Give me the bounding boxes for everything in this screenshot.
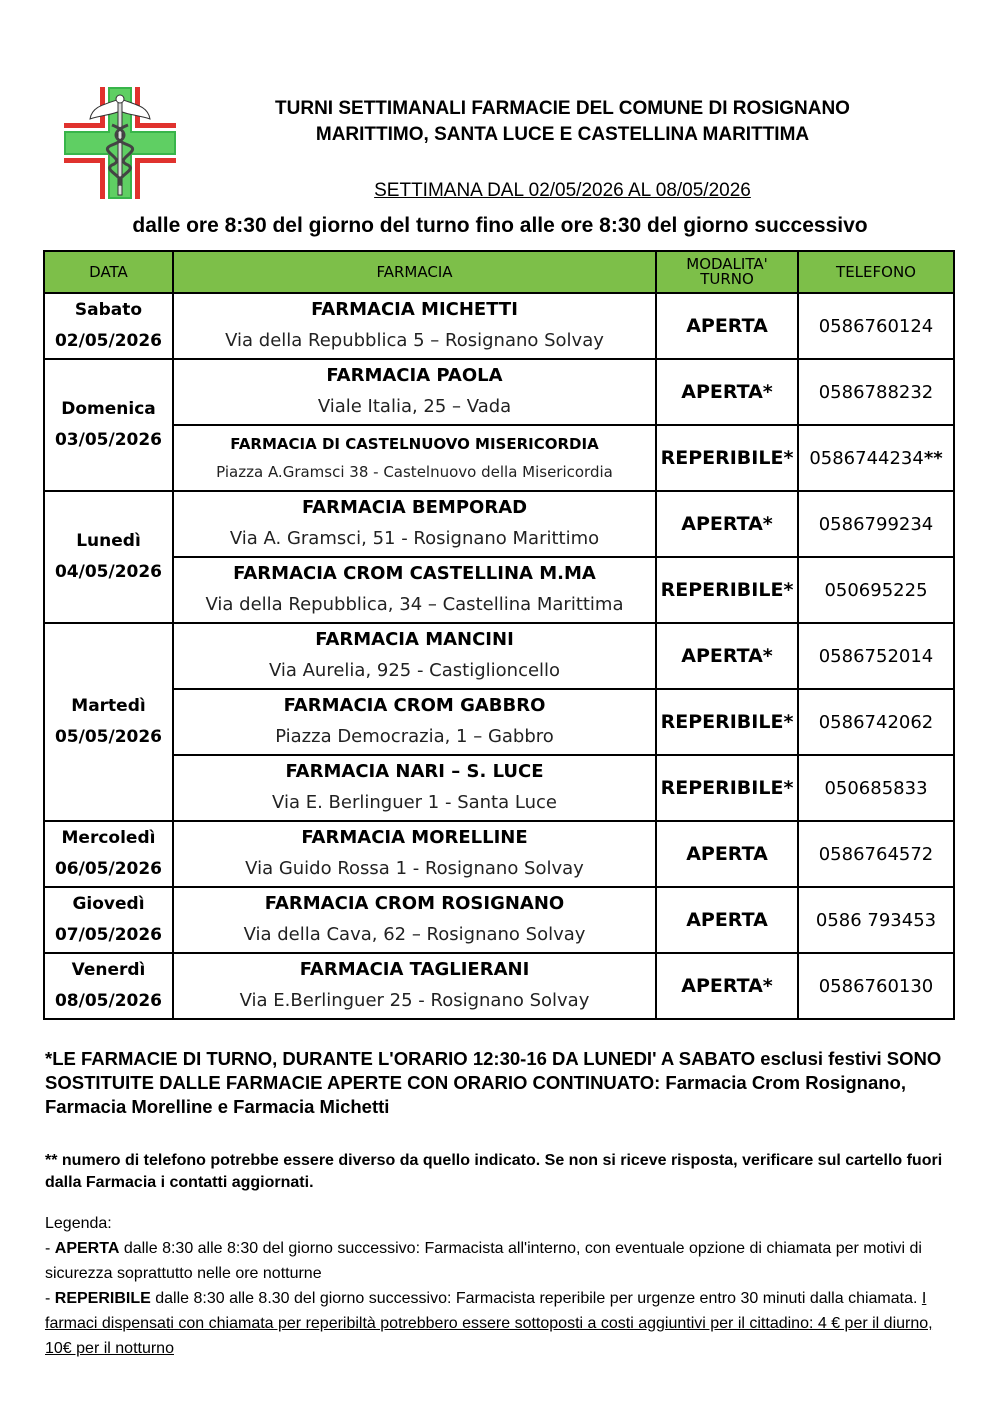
day-cell	[44, 953, 173, 1019]
pharmacy-address: Via A. Gramsci, 51 - Rosignano Marittimo	[229, 528, 600, 549]
phone-cell: 050695225	[798, 557, 954, 623]
day-date: 03/05/2026	[54, 430, 163, 450]
pharmacy-name: FARMACIA PAOLA	[326, 365, 503, 386]
title-line-1: TURNI SETTIMANALI FARMACIE DEL COMUNE DI ROSIGNANO	[275, 98, 850, 119]
day-date: 05/05/2026	[54, 727, 163, 747]
table-row	[44, 293, 954, 359]
mode-cell: REPERIBILE*	[656, 425, 798, 491]
page-title	[200, 96, 925, 148]
phone-cell: 0586760130	[798, 953, 954, 1019]
header-pharmacy: FARMACIA	[173, 251, 656, 293]
double-star-note: ** numero di telefono potrebbe essere diverso da quello indicato. Se non si riceve risposta, verificare sul cartello fuori dalla Farmacia i contatti aggiornati.	[45, 1152, 943, 1191]
legend-aperta	[45, 1236, 955, 1286]
phone-number: 0586744234	[809, 447, 924, 469]
table-row	[44, 491, 954, 557]
legend	[45, 1211, 955, 1361]
day-name: Martedì	[71, 696, 146, 716]
pharmacy-name: FARMACIA MICHETTI	[311, 299, 518, 320]
legend-reperibile-prefix: -	[45, 1290, 55, 1307]
pharmacy-name: FARMACIA CROM CASTELLINA M.MA	[233, 563, 596, 584]
day-cell	[44, 821, 173, 887]
legend-aperta-prefix: -	[45, 1240, 55, 1257]
day-cell	[44, 293, 173, 359]
mode-cell: APERTA*	[656, 623, 798, 689]
day-date: 02/05/2026	[54, 331, 163, 351]
pharmacy-address: Via della Repubblica, 34 – Castellina Marittima	[205, 594, 624, 615]
day-name: Sabato	[74, 300, 143, 320]
pharmacy-address: Via E. Berlinguer 1 - Santa Luce	[272, 792, 557, 813]
day-date: 04/05/2026	[54, 562, 163, 582]
pharmacy-address: Via Aurelia, 925 - Castiglioncello	[268, 660, 561, 681]
legend-aperta-label: APERTA	[54, 1240, 120, 1257]
pharmacy-name: FARMACIA TAGLIERANI	[299, 959, 530, 980]
mode-cell: REPERIBILE*	[656, 755, 798, 821]
pharmacy-cell	[173, 359, 656, 425]
table-row	[44, 689, 954, 755]
pharmacy-name: FARMACIA MANCINI	[315, 629, 514, 650]
day-cell	[44, 359, 173, 491]
pharmacy-cell	[173, 623, 656, 689]
pharmacy-cell	[173, 821, 656, 887]
phone-cell: 0586788232	[798, 359, 954, 425]
legend-reperibile	[45, 1286, 955, 1361]
table-row	[44, 623, 954, 689]
pharmacy-cell	[173, 293, 656, 359]
day-name: Venerdì	[71, 960, 146, 980]
phone-cell: 0586764572	[798, 821, 954, 887]
pharmacy-address: Piazza Democrazia, 1 – Gabbro	[275, 726, 554, 747]
pharmacy-address: Piazza A.Gramsci 38 - Castelnuovo della Misericordia	[216, 463, 613, 481]
pharmacy-cell	[173, 491, 656, 557]
mode-cell: APERTA	[656, 821, 798, 887]
header-date: DATA	[44, 251, 173, 293]
pharmacy-cell	[173, 557, 656, 623]
pharmacy-name: FARMACIA BEMPORAD	[301, 497, 528, 518]
table-row	[44, 887, 954, 953]
mode-cell: REPERIBILE*	[656, 557, 798, 623]
header-mode	[656, 251, 798, 293]
header-mode-line1: MODALITA'	[686, 255, 768, 273]
mode-cell: APERTA	[656, 293, 798, 359]
pharmacy-name: FARMACIA MORELLINE	[301, 827, 528, 848]
table-row	[44, 821, 954, 887]
pharmacy-name: FARMACIA NARI – S. LUCE	[285, 761, 544, 782]
phone-cell: 050685833	[798, 755, 954, 821]
phone-cell: 0586799234	[798, 491, 954, 557]
pharmacy-name: FARMACIA CROM ROSIGNANO	[264, 893, 565, 914]
pharmacy-address: Via Guido Rossa 1 - Rosignano Solvay	[245, 858, 584, 879]
pharmacy-cross-logo	[62, 85, 178, 201]
mode-cell: APERTA*	[656, 953, 798, 1019]
day-date: 06/05/2026	[54, 859, 163, 879]
phone-suffix: **	[923, 447, 943, 469]
day-cell	[44, 623, 173, 821]
title-line-2: MARITTIMO, SANTA LUCE E CASTELLINA MARITTIMA	[315, 124, 810, 145]
phone-cell: 0586742062	[798, 689, 954, 755]
pharmacy-address: Via della Repubblica 5 – Rosignano Solvay	[225, 330, 604, 351]
pharmacy-address: Via della Cava, 62 – Rosignano Solvay	[243, 924, 586, 945]
day-cell	[44, 887, 173, 953]
week-range: SETTIMANA DAL 02/05/2026 AL 08/05/2026	[374, 180, 751, 201]
mode-cell: APERTA	[656, 887, 798, 953]
legend-reperibile-label: REPERIBILE	[54, 1290, 151, 1307]
pharmacy-name: FARMACIA CROM GABBRO	[283, 695, 546, 716]
day-date: 07/05/2026	[54, 925, 163, 945]
pharmacy-cell	[173, 689, 656, 755]
legend-title: Legenda:	[45, 1215, 112, 1232]
table-row	[44, 953, 954, 1019]
day-cell	[44, 491, 173, 623]
pharmacy-cell	[173, 953, 656, 1019]
shifts-table	[43, 250, 955, 1020]
day-name: Domenica	[61, 399, 156, 419]
phone-cell: 0586760124	[798, 293, 954, 359]
day-name: Giovedì	[72, 894, 145, 914]
table-row	[44, 755, 954, 821]
table-row	[44, 557, 954, 623]
phone-cell: 0586752014	[798, 623, 954, 689]
pharmacy-cell	[173, 755, 656, 821]
pharmacy-cell	[173, 425, 656, 491]
legend-costs-note: I farmaci dispensati con chiamata per reperibiltà potrebbero essere sottoposti a costi aggiuntivi per il cittadino: 4 € per il diurno, 10€ per il notturno	[45, 1290, 933, 1357]
pharmacy-address: Via E.Berlinguer 25 - Rosignano Solvay	[239, 990, 590, 1011]
mode-cell: REPERIBILE*	[656, 689, 798, 755]
mode-cell: APERTA*	[656, 359, 798, 425]
pharmacy-cell	[173, 887, 656, 953]
shift-hours: dalle ore 8:30 del giorno del turno fino alle ore 8:30 del giorno successivo	[132, 214, 868, 237]
legend-reperibile-text: dalle 8:30 alle 8.30 del giorno successivo: Farmacista reperibile per urgenze entro 30 minuti dalla chiamata.	[150, 1290, 922, 1307]
table-row	[44, 359, 954, 425]
mode-cell: APERTA*	[656, 491, 798, 557]
header-phone: TELEFONO	[798, 251, 954, 293]
star-note: *LE FARMACIE DI TURNO, DURANTE L'ORARIO 12:30-16 DA LUNEDI' A SABATO esclusi festivi SONO SOSTITUITE DALLE FARMACIE APERTE CON ORARIO CONTINUATO: Farmacia Crom Rosignano, Farmacia Morelline e Farmacia Michetti	[45, 1048, 942, 1117]
day-date: 08/05/2026	[54, 991, 163, 1011]
table-header-row	[44, 251, 954, 293]
pharmacy-address: Viale Italia, 25 – Vada	[317, 396, 512, 417]
day-name: Mercoledì	[61, 828, 156, 848]
phone-cell: 0586 793453	[798, 887, 954, 953]
day-name: Lunedì	[76, 531, 141, 551]
legend-aperta-text: dalle 8:30 alle 8:30 del giorno successivo: Farmacista all'interno, con eventuale opzione di chiamata per motivi di sicurezza soprattutto nelle ore notturne	[45, 1240, 922, 1282]
pharmacy-name: FARMACIA DI CASTELNUOVO MISERICORDIA	[230, 435, 599, 453]
phone-cell	[798, 425, 954, 491]
header-mode-line2: TURNO	[700, 270, 754, 288]
table-row	[44, 425, 954, 491]
